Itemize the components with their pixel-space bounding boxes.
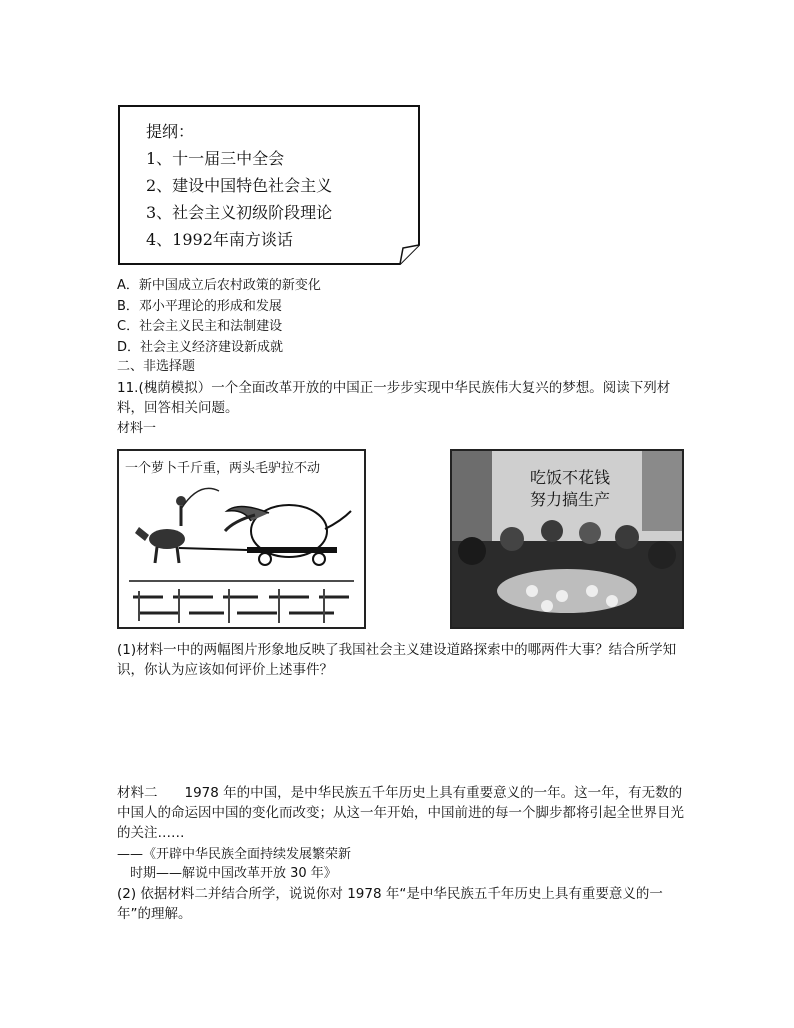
cartoon-image (117, 449, 366, 629)
photo-caption-2: 努力搞生产 (530, 490, 611, 509)
canteen-photo (450, 449, 684, 629)
outline-item-1: 1、十一届三中全会 (146, 149, 285, 168)
material-1-label: 材料一 (117, 421, 157, 436)
material-2: 材料二 1978 年的中国，是中华民族五千年历史上具有重要意义的一年。这一年，有无数的中国人的命运因中国的变化而改变；从这一年开始，中国前进的每一个脚步都将引起全世界目光的关注…… (117, 785, 684, 841)
source-line-1: ——《开辟中华民族全面持续发展繁荣新 (117, 847, 352, 862)
cartoon-drawing (119, 451, 364, 627)
option-b: B．邓小平理论的形成和发展 (117, 299, 282, 314)
sub-question-2: (2) 依据材料二并结合所学，说说你对 1978 年“是中华民族五千年历史上具有重要意义的一年”的理解。 (117, 886, 663, 922)
photo-caption-1: 吃饭不花钱 (530, 468, 611, 487)
option-c: C．社会主义民主和法制建设 (117, 319, 283, 334)
outline-item-4: 4、1992年南方谈话 (146, 230, 293, 249)
source-line-2: 时期——解说中国改革开放 30 年》 (117, 866, 337, 881)
option-a: A．新中国成立后农村政策的新变化 (117, 278, 321, 293)
section-title: 二、非选择题 (117, 359, 196, 374)
sub-question-1: (1)材料一中的两幅图片形象地反映了我国社会主义建设道路探索中的哪两件大事？结合所学知识，你认为应该如何评价上述事件？ (117, 642, 677, 678)
outline-title: 提纲： (146, 122, 195, 141)
outline-item-2: 2、建设中国特色社会主义 (146, 176, 333, 195)
outline-box (118, 105, 420, 265)
question-11: 11.(槐荫模拟）一个全面改革开放的中国正一步步实现中华民族伟大复兴的梦想。阅读下列材料，回答相关问题。 (117, 380, 671, 416)
outline-item-3: 3、社会主义初级阶段理论 (146, 203, 333, 222)
option-d: D．社会主义经济建设新成就 (117, 340, 284, 355)
cartoon-caption: 一个萝卜千斤重，两头毛驴拉不动 (125, 461, 321, 476)
